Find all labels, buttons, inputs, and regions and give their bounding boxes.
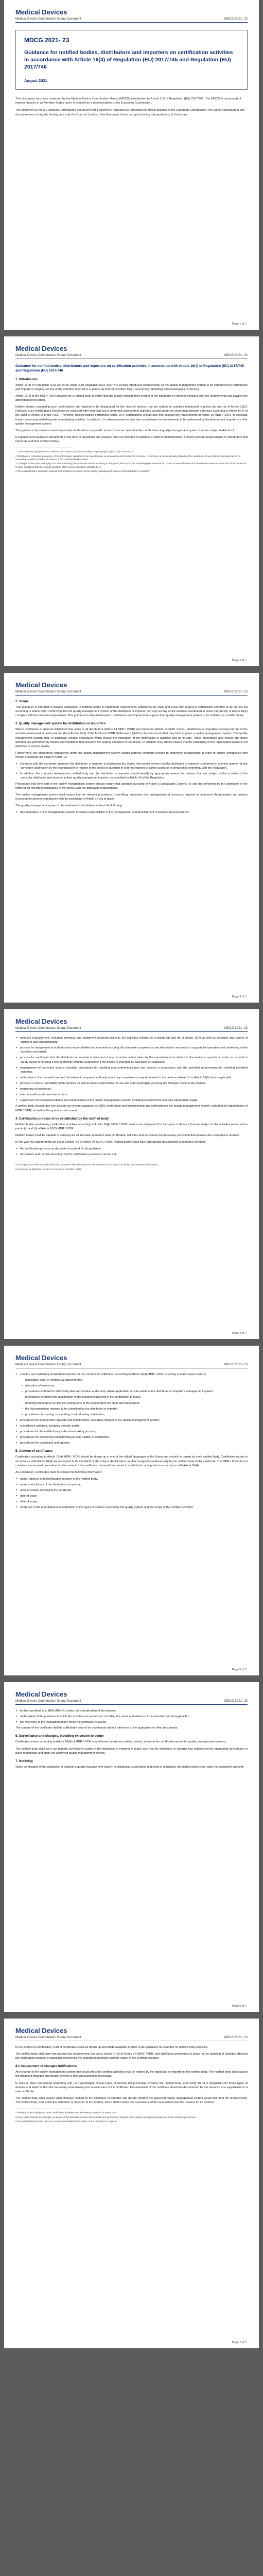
bullet-item: ● documentation of the management system, including responsibility of the management, and development of policies and procedures; — [21, 810, 248, 815]
header-subline — [15, 1363, 248, 1368]
sub-bullet-item: – the documentation required to be submitted by the distributor or importer; — [26, 1407, 248, 1411]
bullet-item: ● date of expiry; — [21, 1500, 248, 1504]
page-header — [15, 1018, 248, 1032]
bullet-item: ● procedures for the notified body's decision-making process; — [21, 1430, 248, 1434]
document-title: Guidance for notified bodies, distributors and importers on certification activities in accordance with Article 16(4) of Regulation (EU) 2017/745 and Regulation (EU) 2017/746 — [15, 364, 244, 372]
footnote: 9 The notified body should take into account all available information on the distributor or importer. — [15, 2120, 118, 2123]
bullet-item: ● management of corrective actions including procedures for handling non-conforming items and records in accordance with the specified requirements for handling identified incidents; — [21, 1066, 248, 1074]
bullet-item: ● name and address of the distributor or importer; — [21, 1483, 248, 1487]
document-page-7 — [4, 2019, 259, 2348]
bullet-item: ● further specified, e.g. MDN (EMDN) codes, the classification of the devices; — [21, 1709, 248, 1713]
bullet-item: ● documents and records ensuring that the certification process is carried out; — [21, 1153, 248, 1157]
paragraph: Article 16(3) of Regulation (EU) 2017/745 (MDR) and Regulation (EU) 2017/746 (IVDR) introduces requirements on the quality management system to be established by distributors and importers carrying out any of the activities referred to in points (a) and (b) of Article 16(2), concerning relabelling and repackaging of devices. — [15, 383, 248, 391]
header-subline — [15, 1026, 248, 1032]
header-title: Medical Devices — [15, 681, 67, 689]
header-title: Medical Devices — [15, 1690, 67, 1698]
footnote: 1 'Other relevant legal provisions' referred to in Article 16(1) do not subject to paragraphs (3) and (4) of Article 16. — [15, 450, 134, 453]
header-group: Medical Device Coordination Group Document — [15, 1026, 81, 1030]
sub-bullet-item: – procedures to ensure the qualification of the personnel involved in the certification process; — [26, 1395, 248, 1399]
paragraph: When certification of the distributor or importer's quality management system is withdrawn, suspended, restricted or reinstated, the notified body shall notify the competent authority. — [15, 1765, 244, 1769]
footnote: 4 The notified body's conformity assessment activities are limited to the quality management system of the distributor or importer. — [15, 470, 150, 473]
bullet-item: ● process for assignment of authority and responsibilities to personnel ensuring the adequate competence and information necessary to support the operation and monitoring of the activities concerned; — [21, 1046, 248, 1054]
paragraph: The notified body shall carry out periodic surveillance audits of the distributor or importer to make sure that the distributor or importer has established the appropriate procedures in place to maintain and apply the approved quality management system. — [15, 1747, 248, 1755]
section-heading: 6. Surveillance and changes, including extension to scope — [15, 1734, 104, 1738]
header-title: Medical Devices — [15, 8, 67, 16]
paragraph: In line with the requirements set out in Section 4.5 of Annex VII MDR / IVDR, notified bodies shall have appropriate documented procedures covering: — [15, 1140, 206, 1144]
document-page-3 — [4, 673, 259, 1003]
header-subline — [15, 1699, 248, 1705]
paragraph: Procedures that form part of the quality management system should ensure that activities pursuing to Article 16 paragraph 2 points (a) and (b) performed by the distributor or the importer do not affect compliance of the device with the applicable requirements. — [15, 782, 248, 790]
section-heading: 2. Scope — [15, 700, 29, 703]
page-number: Page 2 of 7 — [232, 659, 247, 662]
page-number: Page 3 of 7 — [232, 995, 247, 998]
spacer — [15, 1032, 248, 1036]
header-code: MDCG 2021- 23 — [224, 17, 248, 21]
bullet-item: ● name, address and identification number of the notified body; — [21, 1477, 248, 1481]
page-header — [15, 8, 248, 23]
page-number: Page 6 of 7 — [232, 2005, 247, 2008]
paragraph: Where distributors or general obligations that apply to all distributors (Article 14 MDR / IVDR) and importers (Article 13 MDR / IVDR), distributors or importers carrying out one of the activities mentioned in points (a) and (b) of Article 16(2) of the MDR and IVDR shall have a QMS in place to ensure that they have in place a quality management system. This quality management system shall, in particular, include procedures which ensure the translation of the information is accurate and up to date. These procedures also ensure that those activities are performed by means and conditions that preserve the original condition of the device. In addition, they should ensure that the packaging of the repackaged device is not defective or of poor quality. — [15, 728, 248, 748]
footnote: 7 Similarly to what applies to other certification activities (see the relevant sections of Annex VII). — [15, 2111, 116, 2114]
paragraph: In the context of certification, a list of certificates could be drawn up and made available in order to be consulted, for example on notified body websites. — [15, 2046, 208, 2049]
paragraph: Any change of the quality management system that could affect the certified activities shall be notified by the distributor or importer to the notified body. The notified body shall assess the proposed changes and decide whether a new assessment is necessary. — [15, 2071, 248, 2078]
page-number: Page 1 of 7 — [232, 323, 247, 326]
page-number: Page 4 of 7 — [232, 1332, 247, 1335]
section-heading: 4. Certification process to be established by the notified body — [15, 1116, 109, 1121]
document-page-1 — [4, 0, 259, 330]
bullet-item: ● process for verification that the distributor or importer is informed of any corrective action taken by the manufacturer in relation to the device in question in order to respond to safety issues or to bring it into conformity with the Regulation; if the device is changed, re-packaged or relabelled; — [21, 1056, 248, 1064]
bullet-item: ● surveillance activities, including periodic audits; — [21, 1424, 248, 1428]
section-heading: 7. Notifying — [15, 1759, 33, 1763]
paragraph: The content of the certificate shall be sufficiently clear to be understood without reference to the application or other documents. — [15, 1726, 178, 1730]
footnote: 2 'Distributors', including translation, of the information supplied by the manufacturer in accordance with Section 23 of Annex I, referring to a device already placed on the market and of any further information which is necessary in order to market the device in the relevant Member State. — [15, 454, 241, 461]
footnote: 6 Personnel as defined in Section 3.2 of Annex VII MDR / IVDR. — [15, 1167, 82, 1171]
header-subline — [15, 353, 248, 359]
bullet-item: ● procedures for dealing with requests and modifications, including changes in the quality management system; — [21, 1418, 248, 1422]
bullet-item: ● monitoring of processes; — [21, 1087, 248, 1091]
bullet-item: ● notification to the manufacturer and the relevant competent authority about any complaints or reports related to the devices referred to in Article 16(2) when applicable; — [21, 1076, 248, 1080]
header-group: Medical Device Coordination Group Document — [15, 1699, 81, 1703]
spacer — [15, 1368, 248, 1372]
document-page-2 — [4, 336, 259, 666]
header-title: Medical Devices — [15, 1354, 67, 1362]
bullet-item: ● address(es) of the premises in which the activities are performed, including the name and address of the manufacturer (if applicable); — [21, 1715, 248, 1719]
paragraph: This guidance is intended to provide assistance to notified bodies to implement requirements established by MDR and IVDR with regard to certification activities to be carried out according to Article 16(4) confirming that the quality management system of the distributor or importer carrying out any of the activities mentioned in points (a) and (b) of Article 16(2) complies with the relevant requirements. This guidance is also addressed to distributors and importers to support their quality management system to be certified by a notified body. — [15, 706, 248, 718]
header-group: Medical Device Coordination Group Document — [15, 690, 81, 693]
bullet-item: ● resource management, including premises and equipment (systems not only are activities referred to in points (a) and (b) of Article 16(2) as well as selection and control of suppliers and subcontractors; — [21, 1036, 248, 1044]
bullet-item: ● the certification process as described in point 4 of this guidance; — [21, 1147, 248, 1151]
bullet-item: ● procedures for complaints and appeals. — [21, 1441, 248, 1445]
cover-note: The document is not a European Commission document and it cannot be regarded as reflecting the official position of the European Commission. Any views expressed in this document are not legally binding and only the Court of Justice of the European Union can give binding interpretations of Union law. — [15, 109, 244, 116]
header-title: Medical Devices — [15, 2027, 67, 2035]
cover-title: Guidance for notified bodies, distributors and importers on certification activities in accordance with Article 16(4) of Regulation (EU) 2017/745 and Regulation (EU) 2017/746 — [24, 49, 233, 71]
bullet-item: ● In addition, the contracts between the notified body and the distributor or importer should identify by appropriate means the devices that are subject to the activities of the particular distributor and importer in their quality management system, as specified in Article 16 of the Regulation. — [21, 772, 248, 780]
bullet-item: ● procedures for monitoring and following periodic validity of certificates; — [21, 1435, 248, 1439]
sub-bullet-item: – reporting procedures so that the conclusions of the assessment are clear and transparent; — [26, 1401, 248, 1405]
document-page-4 — [4, 1009, 259, 1339]
paragraph: Certificates according to Article 16(4) MDR / IVDR should be drawn up in one of the official languages of the Union and should be issued by each notified body. Certificates issued in accordance with Article 16(4) are not meant to be identified by the unique identification number assigned simultaneously by the notified body to the certificate. The MDR / IVDR do not contain a harmonised procedure for the content of the certificate that would be issued to a distributor or importer in accordance with Article 16(4). — [15, 1455, 248, 1467]
sub-bullet-item: – allocation of resources; — [26, 1384, 248, 1388]
bullet-item: ● scrutiny and sufficiently detailed procedures for the conduct of certification according to Article 16(4) MDR / IVDR, covering at least issues such as: — [21, 1372, 248, 1377]
header-group: Medical Device Coordination Group Document — [15, 1363, 81, 1366]
bullet-item: ● unique number identifying the certificate; — [21, 1488, 248, 1493]
cover-code: MDCG 2021- 23 — [24, 37, 69, 44]
header-code: MDCG 2021- 23 — [224, 1363, 248, 1366]
paragraph: This guidance document is meant to provide clarifications on specific areas of concern related to the certification of quality management system that are subject to Article 16. — [15, 429, 235, 432]
header-title: Medical Devices — [15, 345, 67, 352]
header-group: Medical Device Coordination Group Document — [15, 17, 81, 21]
sub-bullet-item: – application and / or contractual agreement(s); — [26, 1378, 248, 1382]
header-title: Medical Devices — [15, 1018, 67, 1025]
paragraph: Notified bodies conducting such certifications are required to be designated for the class of devices that are subject to activities mentioned in points (a) and (b) of Article 16(2). However, such certifications should not be confused with those laid out in conformity assessment activities carried out for an entire manufacturer's devices according to Annex IX/XI of the MDR or Annex IX of the IVDR. Therefore, notified bodies performing Article 16(4) certifications should take into account the requirements of Article 16 MDR / IVDR, in particular those concerning relabelling and repackaging activities. In addition, it is also important to give due consideration to the elements to be addressed by distributors and importers in their quality management system. — [15, 405, 248, 426]
paragraph: In case of plans concerning relabelling and / or repackaging of new types of devices not previously covered, the notified body shall verify that it is designated for those types of devices and shall conduct the necessary assessment prior to extension of the certificate. The extension of the certificate should be documented by the issuance of a supplement or a new certificate. — [15, 2081, 248, 2093]
cover-notes — [15, 97, 248, 117]
paragraph: The quality management system to be evaluated shall address at least the following: — [15, 804, 123, 807]
paragraph: Notified bodies performing certification activities according to Article 16(4) MDR / IVDR need to be designated for the types of devices that are subject to the activities performed in points (a) and (b) of Article 16(2) MDR / IVDR. — [15, 1123, 248, 1130]
paragraph: The quality management system shall ensure that the relevant procedures, controlling, processes and management of resources required to implement the principles and actions necessary to achieve compliance with the provisions of Article 16 are in place. — [15, 793, 248, 801]
spacer — [15, 2041, 248, 2045]
section-heading: 8.1 Assessment of changes notifications — [15, 2064, 77, 2069]
header-code: MDCG 2021- 23 — [224, 1699, 248, 1703]
header-group: Medical Device Coordination Group Document — [15, 2036, 81, 2039]
header-group: Medical Device Coordination Group Document — [15, 353, 81, 357]
footnote: 3 'Changes to the outer packaging of a device already placed on the market, including a change of pack size, if the repackaging is necessary in order to market the device in the relevant Member State and if it is carried out in such conditions that the original condition of the device cannot be affected by it.' — [15, 462, 247, 468]
page-number: Page 7 of 7 — [232, 2341, 247, 2344]
document-page-6 — [4, 1682, 259, 2012]
spacer — [15, 1705, 248, 1709]
bullet-item: ● date of issue; — [21, 1494, 248, 1498]
bullet-item: ● supervision of the implementation and maintenance of the quality management system, including relevant tools and their appropriate usage. — [21, 1098, 248, 1103]
header-subline — [15, 2036, 248, 2041]
header-code: MDCG 2021- 23 — [224, 2036, 248, 2039]
page-number: Page 5 of 7 — [232, 1668, 247, 1671]
paragraph: Article 16(4) of the MDR / IVDR provides for a notified body to certify that the quality management system of the distributor or importer complies with the requirements laid down in the abovementioned article. — [15, 395, 248, 402]
bullet-item: ● Connects with the economic operators the distributor or importer is purchasing the device from would ensure that the distributor or importer is informed in a timely manner of any correction undertaken by the manufacturer in relation to the device in question in order to respond to safety issues or to bring it into conformity with the Regulation. — [21, 762, 248, 770]
bullet-item: ● process to ensure traceability of the devices as well as labels, instructions for use and outer packaging ensuring the changes made to the devices; — [21, 1081, 248, 1086]
header-code: MDCG 2021- 23 — [224, 1026, 248, 1030]
cover-box — [15, 30, 248, 90]
paragraph: As a minimum, certificates need to contain the following information: — [15, 1470, 102, 1474]
header-code: MDCG 2021- 23 — [224, 353, 248, 357]
page-header — [15, 1690, 248, 1705]
section-heading: 3. Quality management system for distributors or importers — [15, 722, 106, 726]
paragraph: It explains MDR guidance documents in the form of 'questions and answers' that are intended to facilitate a uniform implementation of these relevant requirements by distributors and importers and their notified bodies. — [15, 435, 248, 443]
cover-note: This document has been endorsed by the Medical Device Coordination Group (MDCG) established by Article 103 of Regulation (EU) 2017/745. The MDCG is composed of representatives of all Member States and it is chaired by a representative of the European Commission. — [15, 97, 241, 105]
page-header — [15, 345, 248, 359]
page-header — [15, 1354, 248, 1368]
sub-bullet-item: – procedures sufficient to effectively plan and conduct audits and, where applicable, on-site audits of the distributor or importer's management system; — [26, 1389, 248, 1394]
header-code: MDCG 2021- 23 — [224, 690, 248, 693]
paragraph: Notified bodies shall be capable of carrying out all the tasks related to such certification activities and must have the necessary personnel that possess the competence required. — [15, 1133, 240, 1137]
header-subline — [15, 690, 248, 696]
paragraph: Certificates issued according to Article 16(4) of MDR / IVDR should have a maximum validity period, similar to the certificates issued for quality management systems. — [15, 1740, 227, 1744]
section-heading: 1. Introduction — [15, 377, 38, 381]
sub-bullet-item: – procedures for issuing, suspending or withdrawing certificates; — [26, 1413, 248, 1417]
paragraph: Furthermore, the procedures established under the quality management system should address elements needed to implement relationships in order to ensure compliance with certain provisions laid down in Article 16: — [15, 751, 248, 759]
section-heading: 5. Content of certificates — [15, 1449, 53, 1453]
paragraph: The notified body shall assess such changes notified by the distributor or importer and decide whether the approved quality management system would still meet the requirements. The notified body shall notify the distributor or importer of its decision, which shall contain the conclusions of the assessment and the reasons for its decision. — [15, 2096, 248, 2104]
bullet-item: ● internal audits and corrective actions; — [21, 1093, 248, 1097]
footnote: 8 Such cases include, for example, a change of the premises in which the activities are performed, changes to the quality management system or to the activities performed. — [15, 2115, 196, 2119]
bullet-item: ● reference to the unambiguous identification of the types of devices covered by the quality system and the scope of the certified activities. — [21, 1505, 248, 1510]
cover-date: August 2021 — [24, 78, 47, 83]
bullet-item: ● the reference to the Regulation under which the certificate is issued. — [21, 1720, 248, 1724]
paragraph: The notified body shall take into account the requirements set out in Section 4.10 of Annex VII MDR / IVDR, and shall have procedures in place for the handling of changes affecting the certification process, in particular concerning the changes in premises and the scope of the certified activities. — [15, 2053, 248, 2060]
paragraph: A notified body should take into account all relevant guidance on QMS certification and implementing and administering the quality management system, including all requirements of MDR / IVDR, as well as this guidance document. — [15, 1105, 248, 1112]
page-header — [15, 2027, 248, 2041]
document-page-5 — [4, 1346, 259, 1675]
footnote: 5 It is important to note that the distributor or importer should consult the manufacturer of the device, including the necessary information. — [15, 1163, 159, 1166]
page-header — [15, 681, 248, 696]
header-subline — [15, 17, 248, 23]
